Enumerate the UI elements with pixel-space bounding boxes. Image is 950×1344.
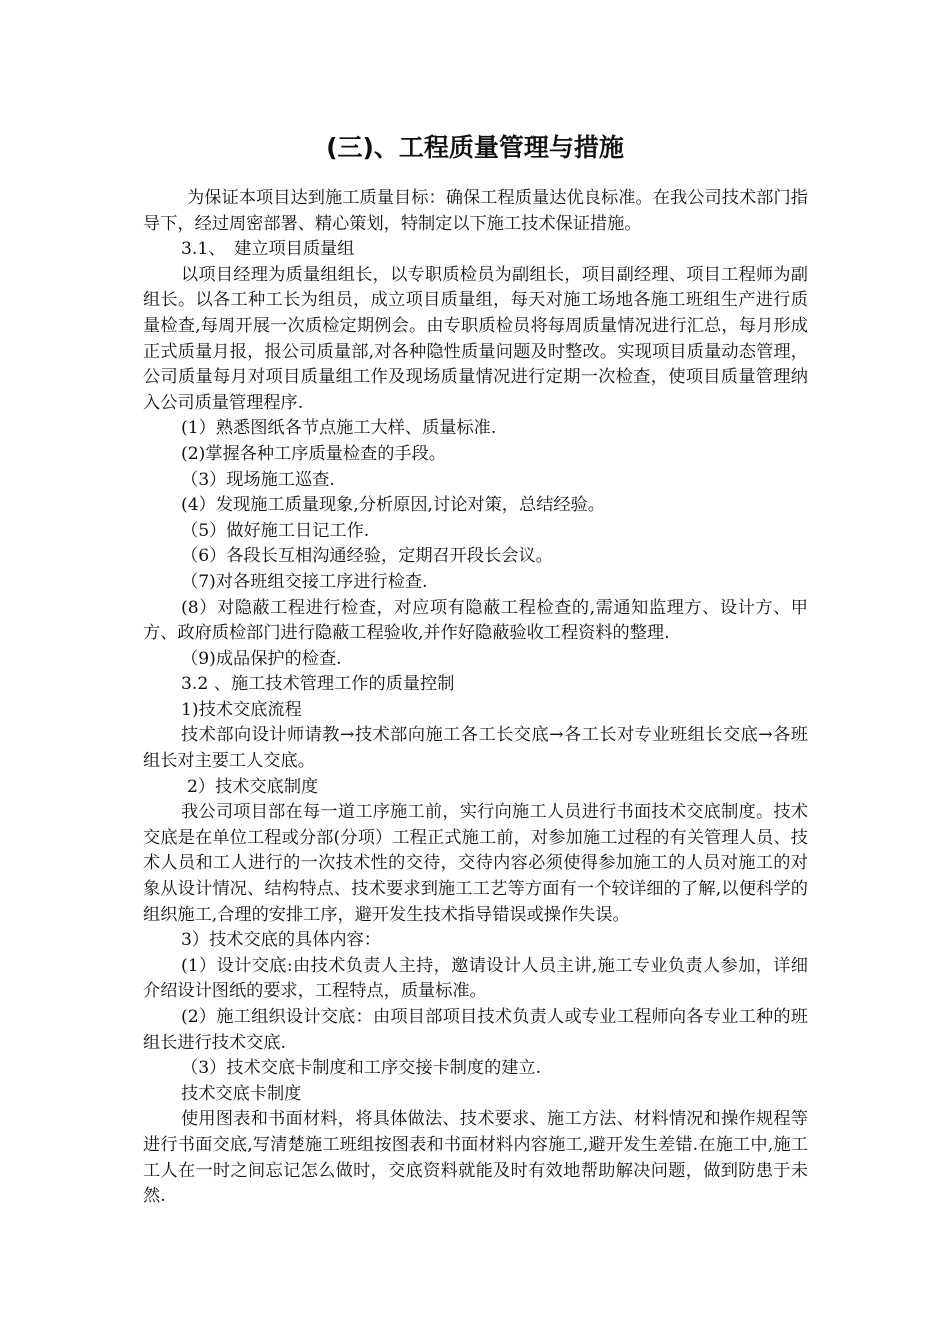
document-title: (三)、工程质量管理与措施	[326, 133, 624, 162]
subheading-disclosure-content: 3）技术交底的具体内容：	[181, 930, 381, 951]
section-heading-3-2: 3.2 、施工技术管理工作的质量控制	[181, 674, 455, 695]
list-item: (2)掌握各种工序质量检查的手段。	[181, 443, 446, 464]
list-item: (1）设计交底:由技术负责人主持，邀请设计人员主讲,施工专业负责人参加，详细介绍设计图纸的要求，工程特点，质量标准。	[143, 955, 808, 1002]
list-item: （9)成品保护的检查.	[181, 648, 342, 669]
subheading-disclosure-card: 技术交底卡制度	[181, 1083, 302, 1104]
list-item: (2）施工组织设计交底：由项目部项目技术负责人或专业工程师向各专业工种的班组长进行技术交底.	[143, 1007, 808, 1053]
list-item: (4）发现施工质量现象,分析原因,讨论对策，总结经验。	[181, 495, 605, 516]
document-body	[143, 186, 808, 1210]
subheading-disclosure-system: 2）技术交底制度	[187, 776, 319, 797]
paragraph-intro: 为保证本项目达到施工质量目标：确保工程质量达优良标准。在我公司技术部门指导下，经过周密部署、精心策划，特制定以下施工技术保证措施。	[143, 188, 808, 234]
list-item: （3）现场施工巡查.	[181, 469, 335, 490]
paragraph-quality-group: 以项目经理为质量组组长，以专职质检员为副组长，项目副经理、项目工程师为副组长。以各工种工长为组员，成立项目质量组，每天对施工场地各施工班组生产进行质量检查,每周开展一次质检定期例会。由专职质检员将每周质量情况进行汇总，每月形成正式质量月报，报公司质量部,对各种隐性质量问题及时整改。实现项目质量动态管理，公司质量每月对项目质量组工作及现场质量情况进行定期一次检查，使项目质量管理纳入公司质量管理程序.	[143, 264, 808, 413]
paragraph-disclosure-card: 使用图表和书面材料，将具体做法、技术要求、施工方法、材料情况和操作规程等进行书面交底,写清楚施工班组按图表和书面材料内容施工,避开发生差错.在施工中,施工工人在一时之间忘记怎么做时，交底资料就能及时有效地帮助解决问题，做到防患于未然.	[143, 1109, 808, 1207]
subheading-disclosure-flow: 1)技术交底流程	[181, 699, 302, 720]
paragraph-disclosure-system: 我公司项目部在每一道工序施工前，实行向施工人员进行书面技术交底制度。技术交底是在单位工程或分部(分项）工程正式施工前，对参加施工过程的有关管理人员、技术人员和工人进行的一次技术性的交待，交待内容必须使得参加施工的人员对施工的对象从设计情况、结构特点、技术要求到施工工艺等方面有一个较详细的了解,以便科学的组织施工,合理的安排工序，避开发生技术指导错误或操作失误。	[143, 802, 808, 925]
section-heading-3-1: 3.1、 建立项目质量组	[181, 239, 355, 260]
list-item: （6）各段长互相沟通经验，定期召开段长会议。	[181, 546, 553, 567]
list-item: (1）熟悉图纸各节点施工大样、质量标准.	[181, 418, 497, 439]
list-item: （7)对各班组交接工序进行检查.	[181, 571, 428, 592]
list-item: （5）做好施工日记工作.	[181, 520, 370, 541]
paragraph-disclosure-flow: 技术部向设计师请教→技术部向施工各工长交底→各工长对专业班组长交底→各班组长对主要工人交底。	[143, 725, 808, 772]
list-item: (8）对隐蔽工程进行检查，对应项有隐蔽工程检查的,需通知监理方、设计方、甲方、政府质检部门进行隐蔽工程验收,并作好隐蔽验收工程资料的整理.	[143, 597, 808, 644]
list-item: （3）技术交底卡制度和工序交接卡制度的建立.	[181, 1058, 542, 1079]
